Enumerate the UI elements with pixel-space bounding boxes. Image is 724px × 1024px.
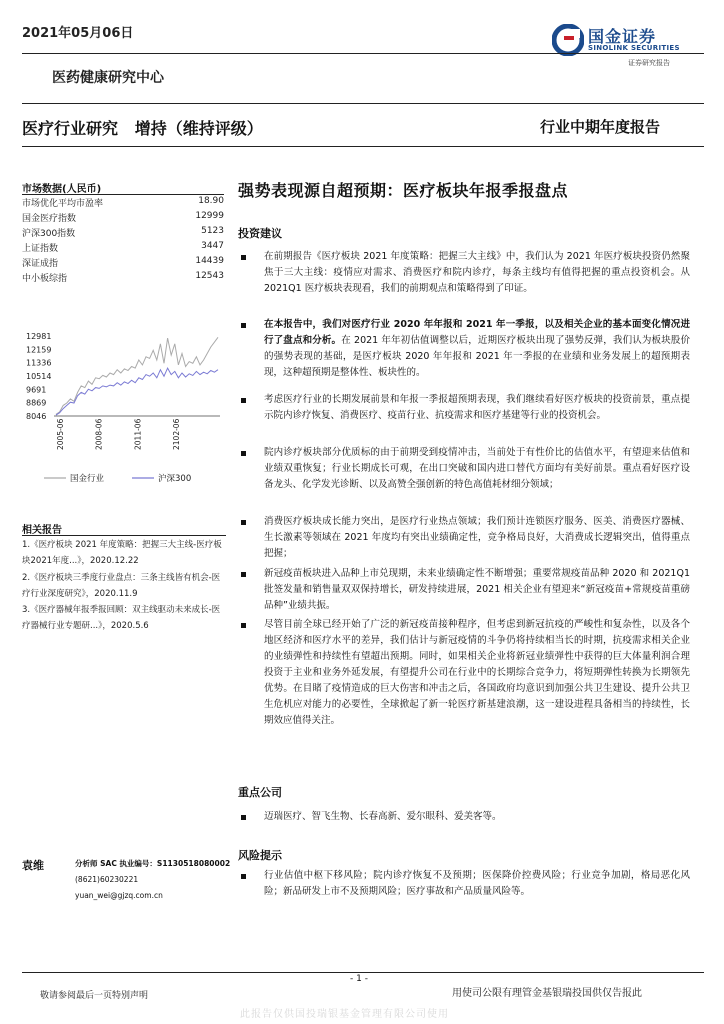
- bullet-icon: [240, 254, 248, 262]
- bullet-icon: [240, 873, 248, 881]
- footer-disclaimer: 敬请参阅最后一页特别声明: [40, 991, 149, 1001]
- paragraph: 尽管目前全球已经开始了广泛的新冠疫苗接种程序，但考虑到新冠抗疫的严峻性和复杂性，以及各个地区经济和医疗水平的差异，我们估计与新冠疫情的斗争仍将持续相当长的时期，抗疫需求相关企业的业绩弹性和持续性有望超出预期。同时，如果相关企业将新冠业绩弹性中获得的巨大体量利润合理投资于主业和业务外延发展，有望提升公司在行业中的长期综合竞争力，将短期弹性转换为长期领先优势。在目睹了疫情造成的巨大伤害和冲击之后，各国政府均意识到加强公共卫生建设、提升公共卫生危机应对能力的必要性，全球掀起了新一轮医疗新基建浪潮，这一建设进程具备相当的持续性，长期效应值得关注。: [264, 619, 690, 726]
- related-report-item[interactable]: 1.《医疗板块 2021 年度策略：把握三大主线-医疗板块2021年度...》，2020.12.22: [22, 540, 222, 566]
- market-row: [22, 256, 224, 270]
- market-row: [22, 241, 224, 255]
- section-risk-warning: 风险提示: [238, 849, 282, 862]
- analyst-contact: [75, 856, 235, 904]
- paragraph: 消费医疗板块成长能力突出，是医疗行业热点领域；我们预计连锁医疗服务、医美、消费医疗器械、生长激素等领域在 2021 年度均有突出业绩确定性，竞争格局良好，大消费成长逻辑突出，值得重点把握；: [264, 516, 690, 559]
- market-data-title: 市场数据(人民币): [22, 184, 102, 195]
- research-center: 医药健康研究中心: [52, 70, 164, 86]
- market-row: [22, 211, 224, 225]
- paragraph: 考虑医疗行业的长期发展前景和年报一季报超预期表现，我们继续看好医疗板块的投资前景，重点提示院内诊疗恢复、消费医疗、疫苗行业、抗疫需求和医疗基建等行业的投资机会。: [264, 394, 690, 421]
- y-tick-label: 11336: [26, 358, 52, 368]
- market-value: 12543: [195, 271, 224, 281]
- paragraph: 院内诊疗板块部分优质标的由于前期受到疫情冲击，当前处于有性价比的估值水平，有望迎来估值和业绩双重恢复；行业长期成长可观，在出口突破和国内进口替代方面均有美好前景。重点看好医疗设备龙头、化学发光诊断、以及高赞全强创新的特色高值耗材细分领域；: [264, 447, 690, 490]
- sinolink-logo-icon: [552, 24, 584, 56]
- footer-usage-note: 用使司公限有理管金基银瑞投国供仅告报此: [452, 988, 642, 999]
- analyst-name: 袁维: [22, 859, 44, 872]
- logo-subtitle: 证券研究报告: [628, 59, 670, 67]
- bullet-icon: [240, 571, 248, 579]
- related-report-item[interactable]: 2.《医疗板块三季度行业盘点：三条主线皆有机会-医疗行业深度研究》，2020.11.9: [22, 573, 221, 599]
- x-tick-label: 2011-06: [133, 418, 143, 450]
- market-value: 18.90: [198, 196, 224, 206]
- market-label: 上证指数: [22, 244, 59, 254]
- market-label: 深证成指: [22, 259, 59, 269]
- market-row: [22, 196, 224, 210]
- series-line: [56, 368, 218, 415]
- related-report-item[interactable]: 3.《医疗器械年报季报回顾：双主线驱动未来成长-医疗器械行业专题研...》，2020.5.6: [22, 605, 221, 631]
- watermark: 此报告仅供国投瑞银基金管理有限公司使用: [240, 1009, 449, 1020]
- paragraph: 迈瑞医疗、智飞生物、长春高新、爱尔眼科、爱美客等。: [264, 811, 502, 822]
- market-label: 沪深300指数: [22, 229, 76, 239]
- bullet-icon: [240, 519, 248, 527]
- analyst-phone: (8621)60230221: [75, 875, 139, 884]
- bullet-icon: [240, 814, 248, 822]
- analyst-sac-id: 分析师 SAC 执业编号：S1130518080002: [75, 859, 231, 868]
- footer-divider: [22, 972, 704, 973]
- x-tick-label: 2102-06: [172, 418, 181, 450]
- market-label: 市场优化平均市盈率: [22, 199, 104, 209]
- y-tick-label: 8046: [26, 412, 47, 421]
- market-value: 12999: [195, 211, 224, 221]
- related-reports-title: 相关报告: [22, 525, 62, 536]
- sinolink-logo: [552, 22, 692, 60]
- market-value: 5123: [201, 226, 224, 236]
- header-divider-bottom: [22, 146, 704, 147]
- x-tick-label: 2005-06: [56, 418, 65, 450]
- y-tick-label: 12981: [26, 332, 52, 341]
- paragraph: 新冠疫苗板块进入品种上市兑现期，未来业绩确定性不断增强；重要常规疫苗品种 2020 和 2021Q1 批签发量和销售量双双保持增长，研发持续进展，2021 相关企业有望迎来“新冠疫苗+常规疫苗重磅品种”业绩共振。: [264, 568, 690, 611]
- report-date: 2021年05月06日: [22, 26, 134, 41]
- market-value: 3447: [201, 241, 224, 251]
- header-divider-top: [22, 53, 704, 54]
- logo-chinese: 国金证券: [588, 27, 657, 46]
- series-line: [56, 337, 218, 414]
- y-tick-label: 12159: [26, 345, 52, 355]
- logo-english: SINOLINK SECURITIES: [588, 44, 680, 52]
- section-investment-advice: 投资建议: [238, 227, 282, 240]
- paragraph: 在前期报告《医疗板块 2021 年度策略：把握三大主线》中，我们认为 2021 年医疗板块投资仍然聚焦于三大主线：疫情应对需求、消费医疗和院内诊疗，每条主线均有值得把握的重点投资机会。从 2021Q1 医疗板块表现看，我们的前期观点和策略得到了印证。: [264, 251, 690, 294]
- y-tick-label: 10514: [26, 371, 52, 381]
- market-label: 国金医疗指数: [22, 214, 77, 224]
- header-divider-mid: [22, 103, 704, 104]
- report-type: 行业中期年度报告: [540, 118, 661, 136]
- market-label: 中小板综指: [22, 274, 68, 284]
- market-row: [22, 226, 224, 240]
- paragraph-bold: 在本报告中，我们对医疗行业 2020 年年报和 2021 年一季报，以及相关企业的基本面变化情况进行了盘点和分析。: [264, 319, 690, 346]
- bullet-icon: [240, 622, 248, 630]
- bullet-icon: [240, 450, 248, 458]
- y-tick-label: 8869: [26, 398, 47, 408]
- x-tick-label: 2008-06: [94, 418, 104, 450]
- paragraph: [264, 317, 690, 381]
- paragraph-text: 在 2021 年年初估值调整以后，近期医疗板块出现了强势反弹，我们认为板块股价的强势表现的基础，是医疗板块 2020 年年报和 2021 年一季报的在业绩和业务发展上的超预期表现，这种超预期是整体性、板块性的。: [264, 335, 690, 378]
- legend-label: 沪深300: [158, 474, 192, 484]
- index-comparison-chart: [22, 322, 224, 492]
- page-number: - 1 -: [350, 974, 368, 984]
- y-tick-label: 9691: [26, 385, 47, 395]
- bullet-icon: [240, 322, 248, 330]
- analyst-email[interactable]: yuan_wei@gjzq.com.cn: [75, 891, 163, 900]
- industry-rating: 医疗行业研究 增持（维持评级）: [22, 119, 263, 138]
- market-divider: [22, 194, 224, 195]
- related-divider: [22, 535, 226, 536]
- market-value: 14439: [195, 256, 224, 266]
- market-row: [22, 271, 224, 285]
- legend-label: 国金行业: [70, 474, 105, 484]
- report-title: 强势表现源自超预期：医疗板块年报季报盘点: [238, 181, 569, 200]
- bullet-icon: [240, 397, 248, 405]
- section-key-companies: 重点公司: [238, 786, 282, 799]
- paragraph: 行业估值中枢下移风险；院内诊疗恢复不及预期；医保降价控费风险；行业竞争加剧，格局恶化风险；新品研发上市不及预期风险；医疗事故和产品质量风险等。: [264, 870, 690, 897]
